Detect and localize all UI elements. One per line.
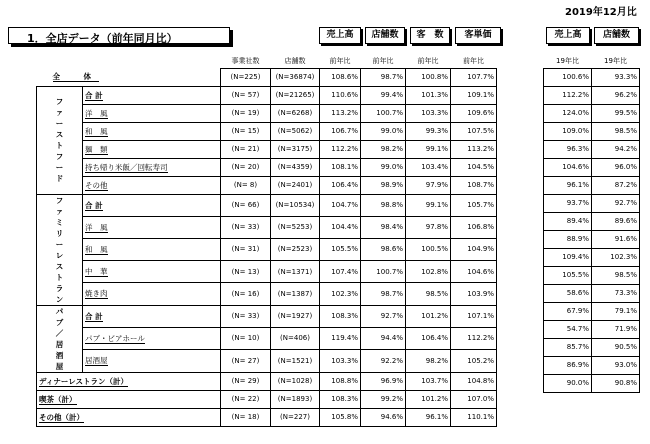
table-row [37,238,497,260]
vs-2019-header-row [544,54,640,68]
cell-stores-yoy: 92.7% [361,305,406,327]
cell-stores: (N=227) [271,408,320,426]
cell-unit-price: 104.8% [451,372,497,390]
group-label: ファミリーレストラン [37,194,83,305]
cell-stores: (N=1028) [271,372,320,390]
cell-stores: (N=1371) [271,261,320,283]
row-label: 居酒屋 [83,350,221,372]
table-row [544,230,640,248]
row-label: 合 計 [83,194,221,216]
main-data-table [36,54,497,427]
table-row [544,266,640,284]
table-row [37,86,497,104]
table-row [544,86,640,104]
table-row [37,261,497,283]
cell-customers: 99.3% [406,122,451,140]
cell-sales19: 100.6% [544,68,592,86]
cell-customers: 101.3% [406,86,451,104]
cell-unit-price: 107.0% [451,390,497,408]
cell-sales: 107.4% [320,261,361,283]
cell-stores19: 79.1% [592,302,640,320]
cell-unit-price: 107.5% [451,122,497,140]
cell-companies: (N= 33) [221,216,271,238]
cell-companies: (N= 27) [221,350,271,372]
cell-stores: (N=4359) [271,158,320,176]
col-sales-19: 19年比 [556,56,579,65]
cell-companies: (N= 57) [221,86,271,104]
cell-stores-yoy: 94.6% [361,408,406,426]
cell-sales19: 112.2% [544,86,592,104]
section-title: 1．全店データ（前年同月比） [8,27,230,44]
cell-sales19: 86.9% [544,356,592,374]
cell-unit-price: 104.5% [451,158,497,176]
cell-sales19: 109.4% [544,248,592,266]
cell-unit-price: 103.9% [451,283,497,305]
table-row [544,68,640,86]
row-label: 持ち帰り米飯／回転寿司 [83,158,221,176]
row-label: その他（計） [37,408,221,426]
cell-sales: 108.3% [320,390,361,408]
cell-companies: (N= 20) [221,158,271,176]
cell-stores-yoy: 94.4% [361,327,406,349]
table-row [544,374,640,392]
cell-stores: (N=1927) [271,305,320,327]
period-label: 2019年12月比 [565,7,637,18]
cell-stores: (N=10534) [271,194,320,216]
table-row [37,194,497,216]
table-row [544,104,640,122]
cell-stores19: 87.2% [592,176,640,194]
cell-sales: 110.6% [320,86,361,104]
cell-sales19: 96.1% [544,176,592,194]
header-stores: 店舗数 [365,27,405,44]
header-stores-19: 店舗数 [594,27,639,44]
cell-sales19: 93.7% [544,194,592,212]
cell-stores19: 93.3% [592,68,640,86]
cell-companies: (N= 8) [221,176,271,194]
cell-sales19: 109.0% [544,122,592,140]
cell-stores-yoy: 96.9% [361,372,406,390]
table-row [37,158,497,176]
cell-stores: (N=1387) [271,283,320,305]
row-label: その他 [83,176,221,194]
table-row [37,305,497,327]
cell-customers: 106.4% [406,327,451,349]
row-label: 洋 風 [83,104,221,122]
table-row [37,140,497,158]
cell-stores-yoy: 98.6% [361,238,406,260]
cell-unit-price: 108.7% [451,176,497,194]
cell-stores19: 99.5% [592,104,640,122]
table-row [544,338,640,356]
cell-customers: 99.1% [406,194,451,216]
cell-stores-yoy: 98.9% [361,176,406,194]
cell-stores19: 93.0% [592,356,640,374]
cell-unit-price: 109.1% [451,86,497,104]
table-row [37,104,497,122]
col-stores: 店舗数 [284,56,306,65]
cell-stores19: 96.2% [592,86,640,104]
cell-stores19: 98.5% [592,266,640,284]
cell-sales: 113.2% [320,104,361,122]
cell-stores19: 94.2% [592,140,640,158]
cell-stores: (N=21265) [271,86,320,104]
col-unit-price-yoy: 前年比 [463,56,484,65]
cell-stores19: 92.7% [592,194,640,212]
table-row [544,158,640,176]
cell-stores: (N=3175) [271,140,320,158]
table-row [37,176,497,194]
cell-customers: 100.5% [406,238,451,260]
group-label: ファーストフード [37,86,83,194]
cell-customers: 101.2% [406,390,451,408]
group-label: パブ／居酒屋 [37,305,83,372]
row-label: 全 体 [37,68,221,86]
cell-stores: (N=2401) [271,176,320,194]
cell-stores19: 102.3% [592,248,640,266]
cell-sales19: 88.9% [544,230,592,248]
cell-stores-yoy: 98.7% [361,68,406,86]
row-label: パブ・ビアホール [83,327,221,349]
cell-sales19: 96.3% [544,140,592,158]
cell-customers: 103.4% [406,158,451,176]
cell-sales: 105.5% [320,238,361,260]
cell-stores: (N=5062) [271,122,320,140]
cell-companies: (N= 66) [221,194,271,216]
table-row [37,327,497,349]
row-label: 合 計 [83,86,221,104]
cell-customers: 100.8% [406,68,451,86]
table-row [544,212,640,230]
header-sales: 売上高 [319,27,361,44]
row-label: 麺 類 [83,140,221,158]
cell-customers: 102.8% [406,261,451,283]
table-row [37,283,497,305]
header-unit-price: 客単価 [455,27,501,44]
cell-companies: (N= 10) [221,327,271,349]
cell-stores: (N=1521) [271,350,320,372]
col-stores-19: 19年比 [604,56,627,65]
cell-stores19: 71.9% [592,320,640,338]
cell-sales19: 105.5% [544,266,592,284]
cell-sales19: 54.7% [544,320,592,338]
cell-stores-yoy: 99.0% [361,122,406,140]
cell-customers: 98.5% [406,283,451,305]
cell-companies: (N=225) [221,68,271,86]
row-label: 和 風 [83,238,221,260]
cell-sales: 104.7% [320,194,361,216]
row-label: 焼き肉 [83,283,221,305]
col-companies: 事業社数 [231,56,260,65]
cell-companies: (N= 18) [221,408,271,426]
cell-unit-price: 112.2% [451,327,497,349]
table-row [37,408,497,426]
cell-customers: 98.2% [406,350,451,372]
cell-sales: 106.4% [320,176,361,194]
cell-unit-price: 105.2% [451,350,497,372]
cell-sales: 108.6% [320,68,361,86]
cell-unit-price: 109.6% [451,104,497,122]
table-row [544,320,640,338]
cell-sales19: 124.0% [544,104,592,122]
table-row [544,194,640,212]
cell-stores19: 73.3% [592,284,640,302]
cell-customers: 97.8% [406,216,451,238]
cell-stores-yoy: 100.7% [361,261,406,283]
cell-stores: (N=1893) [271,390,320,408]
cell-sales19: 89.4% [544,212,592,230]
table-row [544,122,640,140]
header-sales-19: 売上高 [546,27,590,44]
cell-companies: (N= 16) [221,283,271,305]
col-stores-yoy: 前年比 [372,56,394,65]
cell-stores-yoy: 92.2% [361,350,406,372]
cell-stores-yoy: 98.2% [361,140,406,158]
row-label: 合 計 [83,305,221,327]
cell-stores-yoy: 99.2% [361,390,406,408]
cell-stores: (N=5253) [271,216,320,238]
cell-sales19: 85.7% [544,338,592,356]
cell-stores: (N=6268) [271,104,320,122]
cell-stores: (N=406) [271,327,320,349]
table-row [544,140,640,158]
table-row [37,390,497,408]
cell-customers: 103.7% [406,372,451,390]
cell-sales: 119.4% [320,327,361,349]
cell-sales19: 67.9% [544,302,592,320]
col-customers-yoy: 前年比 [417,56,439,65]
cell-companies: (N= 29) [221,372,271,390]
cell-stores: (N=2523) [271,238,320,260]
cell-customers: 99.1% [406,140,451,158]
cell-sales19: 58.6% [544,284,592,302]
table-row [544,176,640,194]
cell-sales: 106.7% [320,122,361,140]
cell-stores-yoy: 99.4% [361,86,406,104]
cell-unit-price: 113.2% [451,140,497,158]
cell-companies: (N= 31) [221,238,271,260]
cell-companies: (N= 22) [221,390,271,408]
cell-sales: 105.8% [320,408,361,426]
cell-sales: 102.3% [320,283,361,305]
cell-stores19: 98.5% [592,122,640,140]
cell-companies: (N= 21) [221,140,271,158]
cell-sales: 108.1% [320,158,361,176]
row-label: 和 風 [83,122,221,140]
cell-stores-yoy: 98.4% [361,216,406,238]
header-customers: 客 数 [410,27,450,44]
cell-stores-yoy: 98.7% [361,283,406,305]
cell-customers: 103.3% [406,104,451,122]
table-row [544,284,640,302]
cell-sales19: 104.6% [544,158,592,176]
cell-stores19: 91.6% [592,230,640,248]
cell-sales: 108.8% [320,372,361,390]
cell-unit-price: 104.6% [451,261,497,283]
row-label: 中 華 [83,261,221,283]
cell-sales: 112.2% [320,140,361,158]
cell-stores19: 96.0% [592,158,640,176]
cell-sales: 103.3% [320,350,361,372]
cell-customers: 97.9% [406,176,451,194]
cell-stores: (N=36874) [271,68,320,86]
cell-stores-yoy: 99.0% [361,158,406,176]
cell-sales: 108.3% [320,305,361,327]
cell-unit-price: 110.1% [451,408,497,426]
table-row [37,122,497,140]
cell-unit-price: 106.8% [451,216,497,238]
cell-unit-price: 107.1% [451,305,497,327]
cell-stores19: 90.8% [592,374,640,392]
row-label: ディナーレストラン（計） [37,372,221,390]
table-row [544,248,640,266]
table-row [544,302,640,320]
cell-stores19: 90.5% [592,338,640,356]
cell-customers: 101.2% [406,305,451,327]
table-row [37,372,497,390]
cell-companies: (N= 33) [221,305,271,327]
cell-stores-yoy: 98.8% [361,194,406,216]
table-row [37,68,497,86]
cell-stores-yoy: 100.7% [361,104,406,122]
vs-2019-table [543,54,640,393]
table-row [544,356,640,374]
cell-sales: 104.4% [320,216,361,238]
cell-customers: 96.1% [406,408,451,426]
cell-unit-price: 104.9% [451,238,497,260]
table-row [37,216,497,238]
cell-companies: (N= 19) [221,104,271,122]
cell-companies: (N= 15) [221,122,271,140]
cell-sales19: 90.0% [544,374,592,392]
column-header-row [37,54,497,68]
cell-unit-price: 105.7% [451,194,497,216]
row-label: 洋 風 [83,216,221,238]
col-sales-yoy: 前年比 [329,56,351,65]
cell-unit-price: 107.7% [451,68,497,86]
cell-stores19: 89.6% [592,212,640,230]
row-label: 喫茶（計） [37,390,221,408]
table-row [37,350,497,372]
cell-companies: (N= 13) [221,261,271,283]
